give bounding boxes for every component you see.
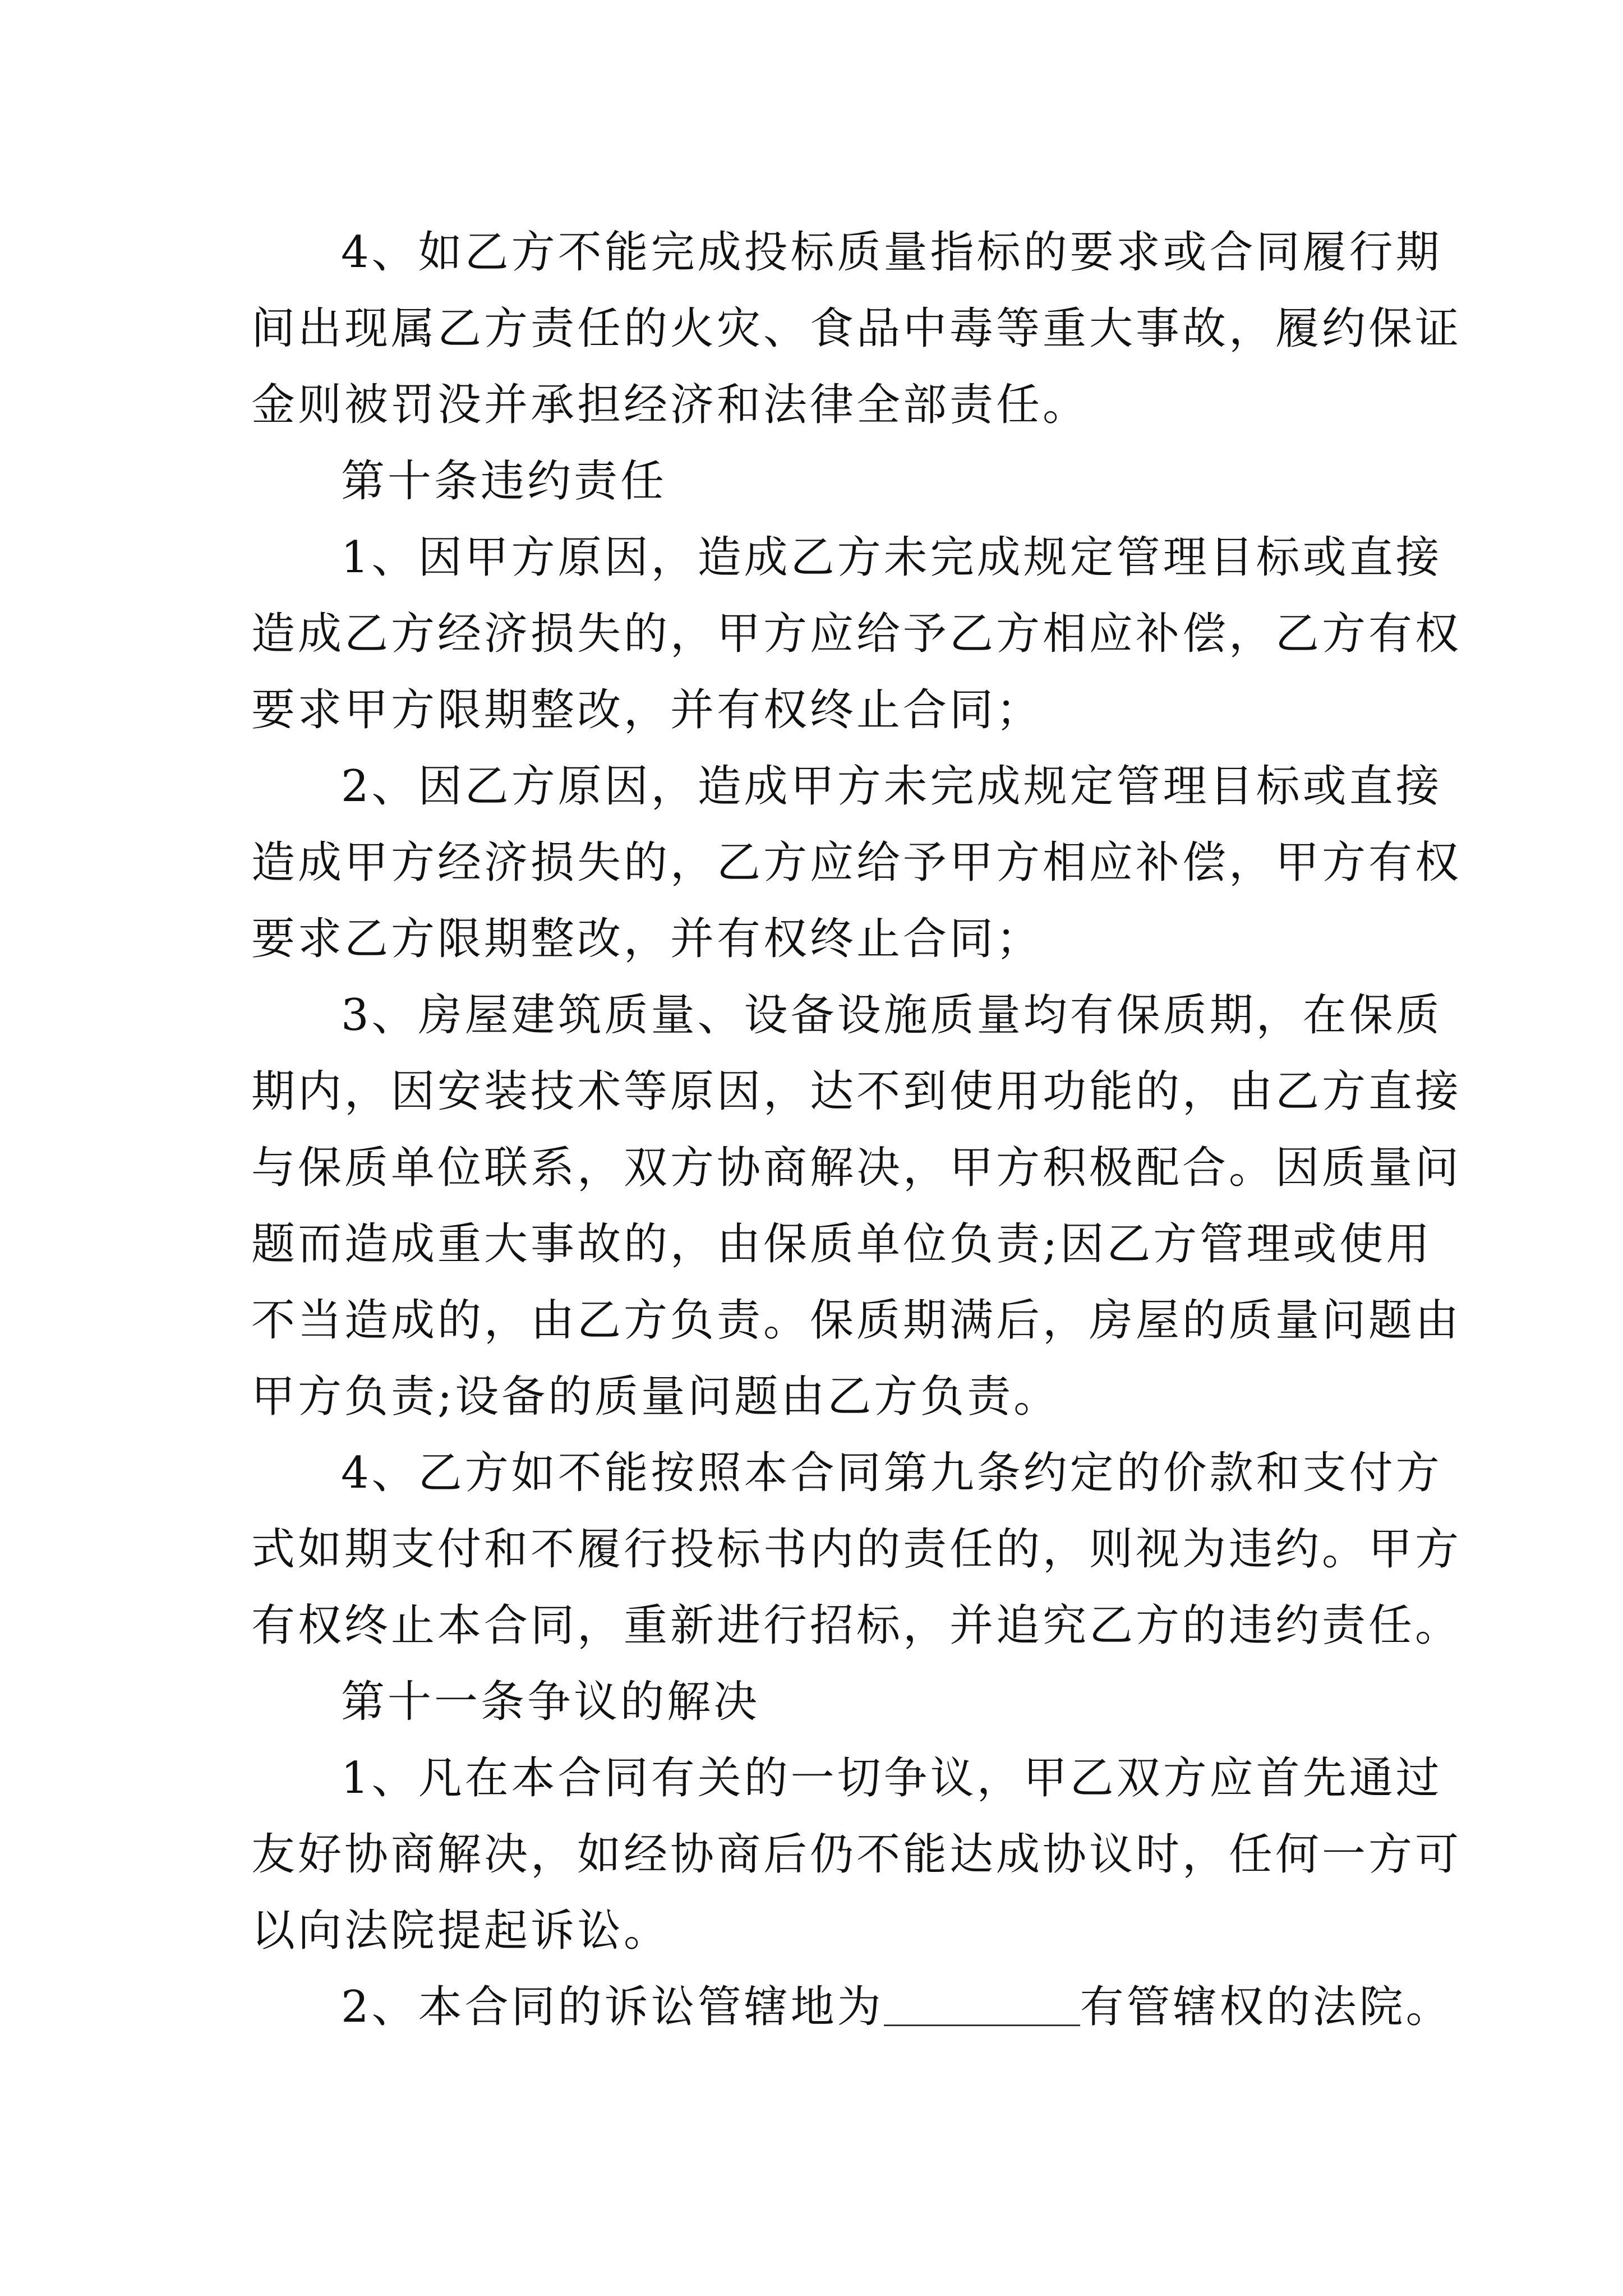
- paragraph-line: 2、因乙方原因，造成甲方未完成规定管理目标或直接: [341, 761, 1442, 812]
- paragraph-line: 金则被罚没并承担经济和法律全部责任。: [251, 380, 1090, 430]
- paragraph-line: 式如期支付和不履行投标书内的责任的，则视为违约。甲方: [251, 1524, 1462, 1575]
- section-heading: 第十一条争议的解决: [341, 1677, 760, 1727]
- section-heading: 第十条违约责任: [341, 456, 667, 507]
- paragraph-line: 1、因甲方原因，造成乙方未完成规定管理目标或直接: [341, 532, 1442, 583]
- paragraph-line: 题而造成重大事故的，由保质单位负责;因乙方管理或使用: [251, 1219, 1433, 1269]
- fill-in-blank: [884, 1980, 1080, 2026]
- paragraph-line-with-blank: [251, 1969, 1453, 2045]
- clause-text-before-blank: 2、本合同的诉讼管辖地为: [341, 1982, 884, 2032]
- paragraph-line: 甲方负责;设备的质量问题由乙方负责。: [251, 1372, 1061, 1422]
- paragraph-line: 要求乙方限期整改，并有权终止合同；: [251, 914, 1043, 964]
- paragraph-line: 造成乙方经济损失的，甲方应给予乙方相应补偿，乙方有权: [251, 609, 1462, 659]
- paragraph-line: 1、凡在本合同有关的一切争议，甲乙双方应首先通过: [341, 1753, 1442, 1803]
- paragraph-line: 有权终止本合同，重新进行招标，并追究乙方的违约责任。: [251, 1600, 1462, 1651]
- document-page: [251, 214, 1462, 2045]
- paragraph-line: 造成甲方经济损失的，乙方应给予甲方相应补偿，甲方有权: [251, 838, 1462, 888]
- paragraph-line: 4、如乙方不能完成投标质量指标的要求或合同履行期: [341, 227, 1442, 278]
- paragraph-line: 以向法院提起诉讼。: [251, 1906, 671, 1956]
- paragraph-line: 不当造成的，由乙方负责。保质期满后，房屋的质量问题由: [251, 1295, 1462, 1346]
- clause-text-after-blank: 有管辖权的法院。: [1080, 1982, 1453, 2032]
- paragraph-line: 与保质单位联系，双方协商解决，甲方积极配合。因质量问: [251, 1143, 1462, 1193]
- paragraph-line: 4、乙方如不能按照本合同第九条约定的价款和支付方: [341, 1448, 1442, 1498]
- paragraph-line: 3、房屋建筑质量、设备设施质量均有保质期，在保质: [341, 990, 1442, 1041]
- paragraph-line: 友好协商解决，如经协商后仍不能达成协议时，任何一方可: [251, 1829, 1462, 1880]
- paragraph-line: 间出现属乙方责任的火灾、食品中毒等重大事故，履约保证: [251, 303, 1462, 354]
- paragraph-line: 期内，因安装技术等原因，达不到使用功能的，由乙方直接: [251, 1066, 1462, 1117]
- paragraph-line: 要求甲方限期整改，并有权终止合同；: [251, 685, 1043, 735]
